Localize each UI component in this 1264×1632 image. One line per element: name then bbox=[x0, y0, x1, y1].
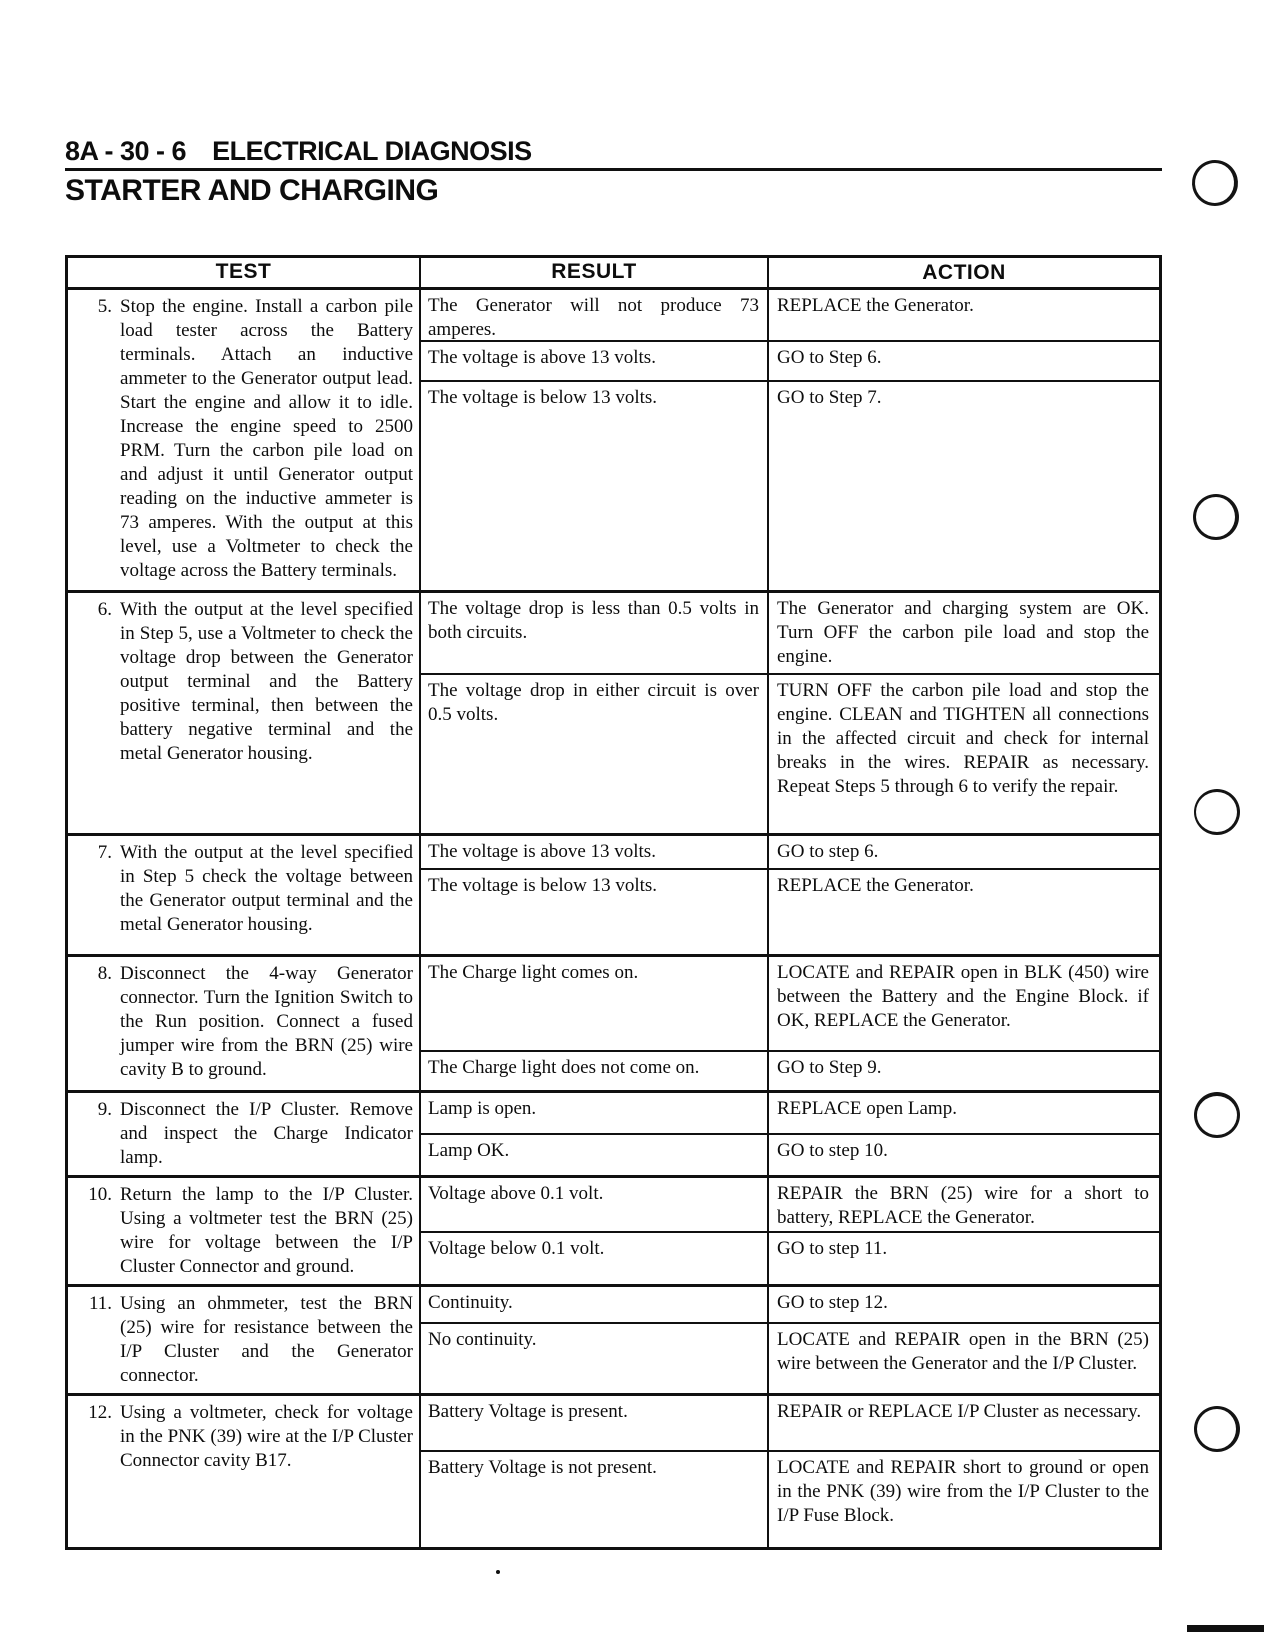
page-header bbox=[65, 136, 1160, 167]
test-cell bbox=[68, 1178, 421, 1284]
outcome-row bbox=[421, 340, 1159, 380]
outcome-row bbox=[421, 1396, 1159, 1450]
action-text: GO to Step 9. bbox=[777, 1057, 882, 1078]
diagnostic-table-body bbox=[68, 290, 1159, 1547]
test-cell bbox=[68, 593, 421, 833]
test-text: Stop the engine. Install a carbon pile load tester across the Battery terminals. Attach an inductive ammeter to the Generator output lead. Start the engine and allow it to idle. Increase the engine speed to 2500 PRM. Turn the carbon pile load on and adjust it until Generator output reading on the inductive ammeter is 73 amperes. With the output at this level, use a Voltmeter to check the voltage across the Battery terminals. bbox=[120, 296, 413, 581]
outcome-row bbox=[421, 1231, 1159, 1284]
result-text: The voltage is below 13 volts. bbox=[421, 870, 769, 954]
action-text: REPAIR or REPLACE I/P Cluster as necessary. bbox=[777, 1401, 1142, 1422]
result-text: Lamp OK. bbox=[421, 1135, 769, 1175]
outcome-row bbox=[421, 1322, 1159, 1393]
outcome-row bbox=[421, 1450, 1159, 1547]
column-header-test: TEST bbox=[68, 258, 421, 287]
step-number: 8. bbox=[97, 963, 112, 984]
table-row bbox=[68, 833, 1159, 954]
outcomes bbox=[421, 957, 1159, 1090]
result-text: Lamp is open. bbox=[421, 1093, 769, 1133]
action-text: TURN OFF the carbon pile load and stop the engine. CLEAN and TIGHTEN all connections in the affected circuit and check for internal breaks in the wires. REPAIR as necessary. Repeat Steps 5 through 6 to verify the repair. bbox=[777, 680, 1149, 797]
outcome-row bbox=[421, 1050, 1159, 1090]
action-text: REPLACE the Generator. bbox=[777, 875, 974, 896]
result-text: The Charge light comes on. bbox=[421, 957, 769, 1050]
header-rule bbox=[65, 168, 1162, 171]
result-text: Battery Voltage is not present. bbox=[421, 1452, 769, 1547]
action-text: REPLACE the Generator. bbox=[777, 295, 974, 316]
outcome-row bbox=[421, 1133, 1159, 1175]
result-text: The voltage drop in either circuit is over 0.5 volts. bbox=[421, 675, 769, 833]
column-header-result: RESULT bbox=[421, 258, 769, 287]
hole-punch-icon bbox=[1194, 1092, 1240, 1138]
step-number: 9. bbox=[97, 1099, 112, 1120]
action-text: GO to step 6. bbox=[777, 841, 879, 862]
table-row bbox=[68, 1393, 1159, 1547]
outcome-row bbox=[421, 1178, 1159, 1231]
diagnostic-table bbox=[65, 255, 1162, 1550]
section-title: STARTER AND CHARGING bbox=[65, 174, 439, 207]
outcome-row bbox=[421, 836, 1159, 868]
result-text: Voltage below 0.1 volt. bbox=[421, 1233, 769, 1284]
step-number: 7. bbox=[97, 842, 112, 863]
step-number: 10. bbox=[88, 1184, 112, 1205]
test-cell bbox=[68, 1396, 421, 1547]
outcomes bbox=[421, 593, 1159, 833]
action-text: The Generator and charging system are OK. Turn OFF the carbon pile load and stop the engine. bbox=[777, 598, 1149, 667]
hole-punch-icon bbox=[1189, 157, 1241, 209]
table-row bbox=[68, 590, 1159, 833]
action-text: LOCATE and REPAIR open in the BRN (25) wire between the Generator and the I/P Cluster. bbox=[777, 1329, 1149, 1374]
result-text: The voltage is above 13 volts. bbox=[421, 342, 769, 380]
result-text: The voltage is above 13 volts. bbox=[421, 836, 769, 868]
action-text: REPAIR the BRN (25) wire for a short to battery, REPLACE the Generator. bbox=[777, 1183, 1149, 1228]
column-header-action: ACTION bbox=[922, 261, 1006, 284]
outcome-row bbox=[421, 1093, 1159, 1133]
test-cell bbox=[68, 836, 421, 954]
outcomes bbox=[421, 290, 1159, 590]
action-text: LOCATE and REPAIR open in BLK (450) wire between the Battery and the Engine Block. if OK, REPLACE the Generator. bbox=[777, 962, 1149, 1031]
page-number-code: 8A - 30 - 6 bbox=[65, 136, 187, 166]
running-header bbox=[65, 136, 1160, 167]
chapter-title: ELECTRICAL DIAGNOSIS bbox=[212, 136, 532, 166]
result-text: Battery Voltage is present. bbox=[421, 1396, 769, 1450]
action-text: GO to step 10. bbox=[777, 1140, 888, 1161]
test-text: Return the lamp to the I/P Cluster. Using a voltmeter test the BRN (25) wire for voltage between the I/P Cluster Connector and ground. bbox=[120, 1184, 413, 1277]
outcome-row bbox=[421, 593, 1159, 673]
test-cell bbox=[68, 957, 421, 1090]
table-row bbox=[68, 954, 1159, 1090]
test-text: Using an ohmmeter, test the BRN (25) wire for resistance between the I/P Cluster and the Generator connector. bbox=[120, 1293, 413, 1386]
test-text: Using a voltmeter, check for voltage in the PNK (39) wire at the I/P Cluster Connector cavity B17. bbox=[120, 1402, 413, 1471]
result-text: No continuity. bbox=[421, 1324, 769, 1393]
scan-artifact bbox=[496, 1570, 500, 1574]
outcomes bbox=[421, 1093, 1159, 1175]
table-row bbox=[68, 1090, 1159, 1175]
test-text: With the output at the level specified in Step 5 check the voltage between the Generator output terminal and the metal Generator housing. bbox=[120, 842, 413, 935]
action-text: GO to Step 6. bbox=[777, 347, 882, 368]
result-text: The voltage drop is less than 0.5 volts in both circuits. bbox=[421, 593, 769, 673]
step-number: 11. bbox=[88, 1293, 112, 1314]
step-number: 5. bbox=[97, 296, 112, 317]
outcome-row bbox=[421, 380, 1159, 590]
test-text: Disconnect the 4-way Generator connector. Turn the Ignition Switch to the Run position. Connect a fused jumper wire from the BRN (25) wire cavity B to ground. bbox=[120, 963, 413, 1080]
result-text: Continuity. bbox=[421, 1287, 769, 1322]
result-text: The voltage is below 13 volts. bbox=[421, 382, 769, 590]
result-text: Voltage above 0.1 volt. bbox=[421, 1178, 769, 1231]
table-row bbox=[68, 1175, 1159, 1284]
test-cell bbox=[68, 290, 421, 590]
test-text: Disconnect the I/P Cluster. Remove and inspect the Charge Indicator lamp. bbox=[120, 1099, 413, 1168]
step-number: 6. bbox=[97, 599, 112, 620]
outcome-row bbox=[421, 957, 1159, 1050]
outcomes bbox=[421, 1178, 1159, 1284]
outcomes bbox=[421, 1396, 1159, 1547]
test-cell bbox=[68, 1287, 421, 1393]
scan-artifact bbox=[1187, 1625, 1264, 1632]
outcome-row bbox=[421, 290, 1159, 340]
step-number: 12. bbox=[88, 1402, 112, 1423]
table-row bbox=[68, 290, 1159, 590]
test-cell bbox=[68, 1093, 421, 1175]
test-text: With the output at the level specified in Step 5, use a Voltmeter to check the voltage drop between the Generator output terminal and the Battery positive terminal, then between the battery negative terminal and the metal Generator housing. bbox=[120, 599, 413, 764]
hole-punch-icon bbox=[1194, 789, 1240, 835]
action-text: LOCATE and REPAIR short to ground or open in the PNK (39) wire from the I/P Cluster to the I/P Fuse Block. bbox=[777, 1457, 1149, 1526]
action-text: GO to step 11. bbox=[777, 1238, 888, 1259]
outcome-row bbox=[421, 1287, 1159, 1322]
result-text: The Charge light does not come on. bbox=[421, 1052, 769, 1090]
hole-punch-icon bbox=[1194, 1406, 1240, 1452]
outcome-row bbox=[421, 673, 1159, 833]
action-text: REPLACE open Lamp. bbox=[777, 1098, 957, 1119]
table-row bbox=[68, 1284, 1159, 1393]
outcomes bbox=[421, 1287, 1159, 1393]
outcomes bbox=[421, 836, 1159, 954]
action-text: GO to Step 7. bbox=[777, 387, 882, 408]
outcome-row bbox=[421, 868, 1159, 954]
hole-punch-icon bbox=[1193, 494, 1239, 540]
table-header-row bbox=[68, 258, 1159, 290]
action-text: GO to step 12. bbox=[777, 1292, 888, 1313]
result-text: The Generator will not produce 73 amperes. bbox=[421, 290, 769, 340]
